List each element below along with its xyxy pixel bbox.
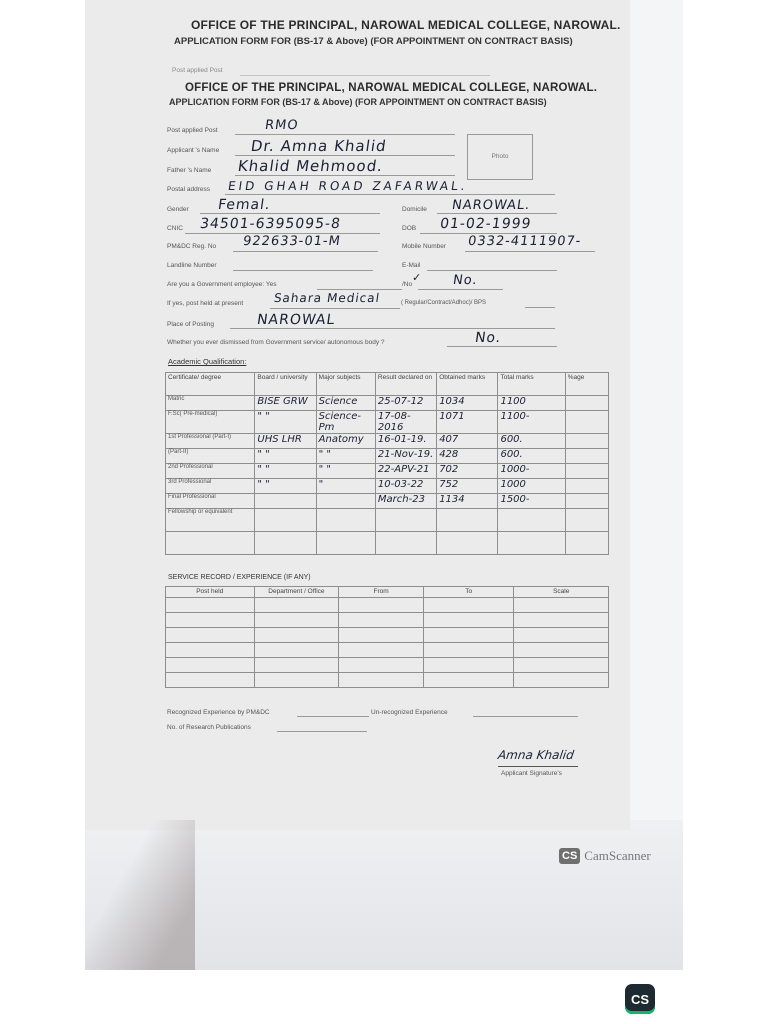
camscanner-text: CamScanner — [584, 848, 651, 863]
table-cell: 10-03-22 — [375, 479, 436, 494]
col-header: Obtained marks — [437, 373, 498, 396]
table-cell: Science — [316, 396, 375, 411]
table-row — [166, 658, 609, 673]
govt-employee-line — [317, 289, 402, 290]
table-cell — [375, 509, 436, 532]
table-cell: " " — [316, 464, 375, 479]
col-header: Certificate/ degree — [166, 373, 255, 396]
service-header-row — [166, 587, 609, 598]
email-label: E-Mail — [402, 262, 421, 269]
table-cell — [498, 509, 565, 532]
top-post-line — [240, 75, 490, 76]
table-row — [166, 643, 609, 658]
recognized-label: Recognized Experience by PM&DC — [167, 709, 270, 716]
col-header: Total marks — [498, 373, 565, 396]
table-cell: 1134 — [437, 494, 498, 509]
bps-line — [525, 307, 555, 308]
top-post-label: Post applied Post — [172, 67, 223, 74]
table-cell: 22-APV-21 — [375, 464, 436, 479]
mobile-label: Mobile Number — [402, 243, 447, 250]
table-cell: 1000 — [498, 479, 565, 494]
cnic-value: 34501-6395095-8 — [198, 216, 343, 232]
certificate-cell: (Part-II) — [166, 449, 255, 464]
checkmark-icon: ✓ — [412, 272, 422, 284]
service-table — [165, 586, 609, 688]
applicant-name-value: Dr. Amna Khalid — [249, 137, 388, 155]
pmdc-value: 922633-01-M — [241, 234, 342, 249]
domicile-value: NAROWAL. — [450, 198, 532, 213]
table-cell — [514, 598, 609, 613]
place-posting-line — [230, 328, 555, 329]
signature-label: Applicant Signature's — [501, 770, 562, 777]
table-cell — [565, 509, 608, 532]
table-cell — [255, 509, 316, 532]
post-held-label: If yes, post held at present — [167, 300, 244, 307]
recognized-line — [297, 716, 369, 717]
post-held-tail: ( Regular/Contract/Adhoc)/ BPS — [401, 300, 487, 306]
table-row — [166, 479, 609, 494]
col-header: From — [339, 587, 424, 598]
table-cell — [514, 643, 609, 658]
table-cell — [339, 673, 424, 688]
table-cell — [254, 613, 339, 628]
table-cell: 25-07-12 — [375, 396, 436, 411]
table-row — [166, 628, 609, 643]
table-cell — [339, 658, 424, 673]
applicant-name-line — [235, 155, 455, 156]
table-row — [166, 396, 609, 411]
table-cell: 752 — [437, 479, 498, 494]
table-row — [166, 598, 609, 613]
table-cell: BISE GRW — [255, 396, 316, 411]
scanned-sheet — [85, 0, 683, 970]
certificate-cell: Final Professional — [166, 494, 255, 509]
table-cell — [166, 598, 255, 613]
table-cell: " " — [255, 449, 316, 464]
table-cell — [166, 628, 255, 643]
father-name-label: Father 's Name — [167, 167, 212, 174]
table-cell — [565, 411, 608, 434]
col-header: Scale — [514, 587, 609, 598]
post-line — [235, 134, 455, 135]
pmdc-line — [233, 251, 378, 252]
table-cell — [423, 628, 514, 643]
table-cell — [166, 658, 255, 673]
table-cell — [339, 643, 424, 658]
top-title: OFFICE OF THE PRINCIPAL, NAROWAL MEDICAL COLLEGE, NAROWAL. — [191, 18, 621, 32]
camscanner-app-icon[interactable]: CS — [625, 984, 655, 1014]
table-cell: 21-Nov-19. — [375, 449, 436, 464]
domicile-label: Domicile — [402, 206, 427, 213]
table-cell — [423, 598, 514, 613]
academic-section-title: Academic Qualification: — [168, 357, 247, 366]
table-cell: 428 — [437, 449, 498, 464]
unrecognized-line — [473, 716, 578, 717]
table-cell — [339, 613, 424, 628]
table-cell — [339, 598, 424, 613]
post-held-line — [270, 308, 400, 309]
table-cell — [339, 628, 424, 643]
table-cell — [254, 628, 339, 643]
table-cell: 1000- — [498, 464, 565, 479]
table-cell: UHS LHR — [255, 434, 316, 449]
table-cell — [316, 532, 375, 555]
dismissed-label: Whether you ever dismissed from Government service/ autonomous body ? — [167, 339, 385, 346]
pmdc-label: PM&DC Reg. No — [167, 243, 217, 250]
table-cell — [255, 494, 316, 509]
table-cell — [254, 598, 339, 613]
table-cell — [254, 673, 339, 688]
mobile-line — [465, 251, 595, 252]
table-row — [166, 434, 609, 449]
service-section-title: SERVICE RECORD / EXPERIENCE (IF ANY) — [168, 574, 311, 581]
unrecognized-label: Un-recognized Experience — [371, 709, 448, 716]
gender-line — [200, 213, 380, 214]
applicant-name-label: Applicant 's Name — [167, 147, 220, 154]
table-cell: 16-01-19. — [375, 434, 436, 449]
gender-label: Gender — [167, 206, 189, 213]
table-cell — [166, 673, 255, 688]
domicile-line — [437, 213, 557, 214]
table-cell: 17-08-2016 — [375, 411, 436, 434]
table-cell: " " — [255, 411, 316, 434]
top-subtitle: APPLICATION FORM FOR (BS-17 & Above) (FOR APPOINTMENT ON CONTRACT BASIS) — [174, 36, 573, 47]
post-label: Post applied Post — [167, 127, 218, 134]
table-cell — [254, 658, 339, 673]
camscanner-watermark — [559, 848, 651, 864]
publications-label: No. of Research Publications — [167, 724, 251, 731]
table-row — [166, 613, 609, 628]
table-cell: Anatomy — [316, 434, 375, 449]
certificate-cell: 2nd Professional — [166, 464, 255, 479]
table-row — [166, 449, 609, 464]
publications-line — [277, 731, 367, 732]
table-cell — [498, 532, 565, 555]
father-name-line — [235, 175, 455, 176]
table-row — [166, 464, 609, 479]
table-cell: 702 — [437, 464, 498, 479]
place-posting-value: NAROWAL — [255, 312, 337, 328]
table-cell — [316, 494, 375, 509]
table-cell — [514, 673, 609, 688]
dismissed-value: No. — [473, 330, 503, 346]
table-row — [166, 494, 609, 509]
dob-label: DOB — [402, 225, 417, 232]
table-cell — [423, 658, 514, 673]
post-held-value: Sahara Medical — [273, 291, 381, 305]
place-posting-label: Place of Posting — [167, 321, 214, 328]
table-cell — [565, 479, 608, 494]
table-cell — [166, 613, 255, 628]
mobile-value: 0332-4111907- — [466, 234, 583, 249]
certificate-cell: F.Sc( Pre-medical) — [166, 411, 255, 434]
govt-no-line — [418, 289, 503, 290]
table-cell — [423, 613, 514, 628]
table-cell — [514, 628, 609, 643]
dismissed-line — [447, 346, 557, 347]
table-cell — [254, 643, 339, 658]
camscanner-logo-icon: CS — [559, 848, 580, 864]
table-row — [166, 673, 609, 688]
email-line — [427, 270, 557, 271]
certificate-cell: Fellowship or equivalent — [166, 509, 255, 532]
postal-address-value: EID GHAH ROAD ZAFARWAL. — [227, 179, 469, 193]
table-cell: 600. — [498, 449, 565, 464]
col-header: Department / Office — [254, 587, 339, 598]
table-cell: 1100- — [498, 411, 565, 434]
col-header: Result declared on — [375, 373, 436, 396]
table-cell — [565, 494, 608, 509]
table-row — [166, 411, 609, 434]
table-cell — [437, 532, 498, 555]
table-cell: 407 — [437, 434, 498, 449]
table-cell — [437, 509, 498, 532]
table-cell: 600. — [498, 434, 565, 449]
applicant-signature: Amna Khalid — [497, 748, 575, 762]
page-subtitle: APPLICATION FORM FOR (BS-17 & Above) (FOR APPOINTMENT ON CONTRACT BASIS) — [169, 97, 547, 107]
table-cell — [514, 658, 609, 673]
post-value: RMO — [263, 118, 300, 133]
col-header: Post held — [166, 587, 255, 598]
table-cell — [166, 643, 255, 658]
table-cell — [565, 532, 608, 555]
father-name-value: Khalid Mehmood. — [236, 157, 385, 175]
certificate-cell — [166, 532, 255, 555]
dob-value: 01-02-1999 — [438, 216, 533, 232]
table-cell — [565, 449, 608, 464]
table-cell — [423, 643, 514, 658]
col-header: Board / university — [255, 373, 316, 396]
table-row — [166, 532, 609, 555]
table-cell: " " — [316, 449, 375, 464]
table-cell: 1034 — [437, 396, 498, 411]
col-header: %age — [565, 373, 608, 396]
postal-address-label: Postal address — [167, 186, 210, 193]
table-cell — [514, 613, 609, 628]
table-cell: " " — [255, 479, 316, 494]
govt-employee-value: No. — [451, 273, 479, 288]
table-cell — [375, 532, 436, 555]
table-cell: Science-Pm — [316, 411, 375, 434]
landline-label: Landline Number — [167, 262, 217, 269]
certificate-cell: 1st Professional (Part-I) — [166, 434, 255, 449]
table-row — [166, 509, 609, 532]
table-cell: 1500- — [498, 494, 565, 509]
table-cell — [423, 673, 514, 688]
govt-no-label: /No — [402, 281, 413, 288]
table-cell — [565, 434, 608, 449]
table-cell: " — [316, 479, 375, 494]
table-cell — [255, 532, 316, 555]
page-corner-shadow — [85, 820, 195, 970]
paper-document — [85, 0, 630, 830]
landline-line — [233, 270, 373, 271]
gender-value: Femal. — [216, 197, 272, 213]
table-cell — [565, 464, 608, 479]
table-cell: 1071 — [437, 411, 498, 434]
cnic-label: CNIC — [167, 225, 183, 232]
academic-table — [165, 372, 609, 555]
academic-header-row — [166, 373, 609, 396]
photo-box: Photo — [467, 134, 533, 180]
col-header: Major subjects — [316, 373, 375, 396]
page-title: OFFICE OF THE PRINCIPAL, NAROWAL MEDICAL COLLEGE, NAROWAL. — [185, 82, 598, 94]
certificate-cell: 3rd Professional — [166, 479, 255, 494]
signature-line — [498, 766, 578, 767]
certificate-cell: Matric — [166, 396, 255, 411]
table-cell: 1100 — [498, 396, 565, 411]
table-cell: March-23 — [375, 494, 436, 509]
table-cell — [565, 396, 608, 411]
col-header: To — [423, 587, 514, 598]
table-cell: " " — [255, 464, 316, 479]
govt-employee-label: Are you a Government employee: Yes — [167, 281, 277, 288]
postal-address-line — [225, 194, 555, 195]
table-cell — [316, 509, 375, 532]
